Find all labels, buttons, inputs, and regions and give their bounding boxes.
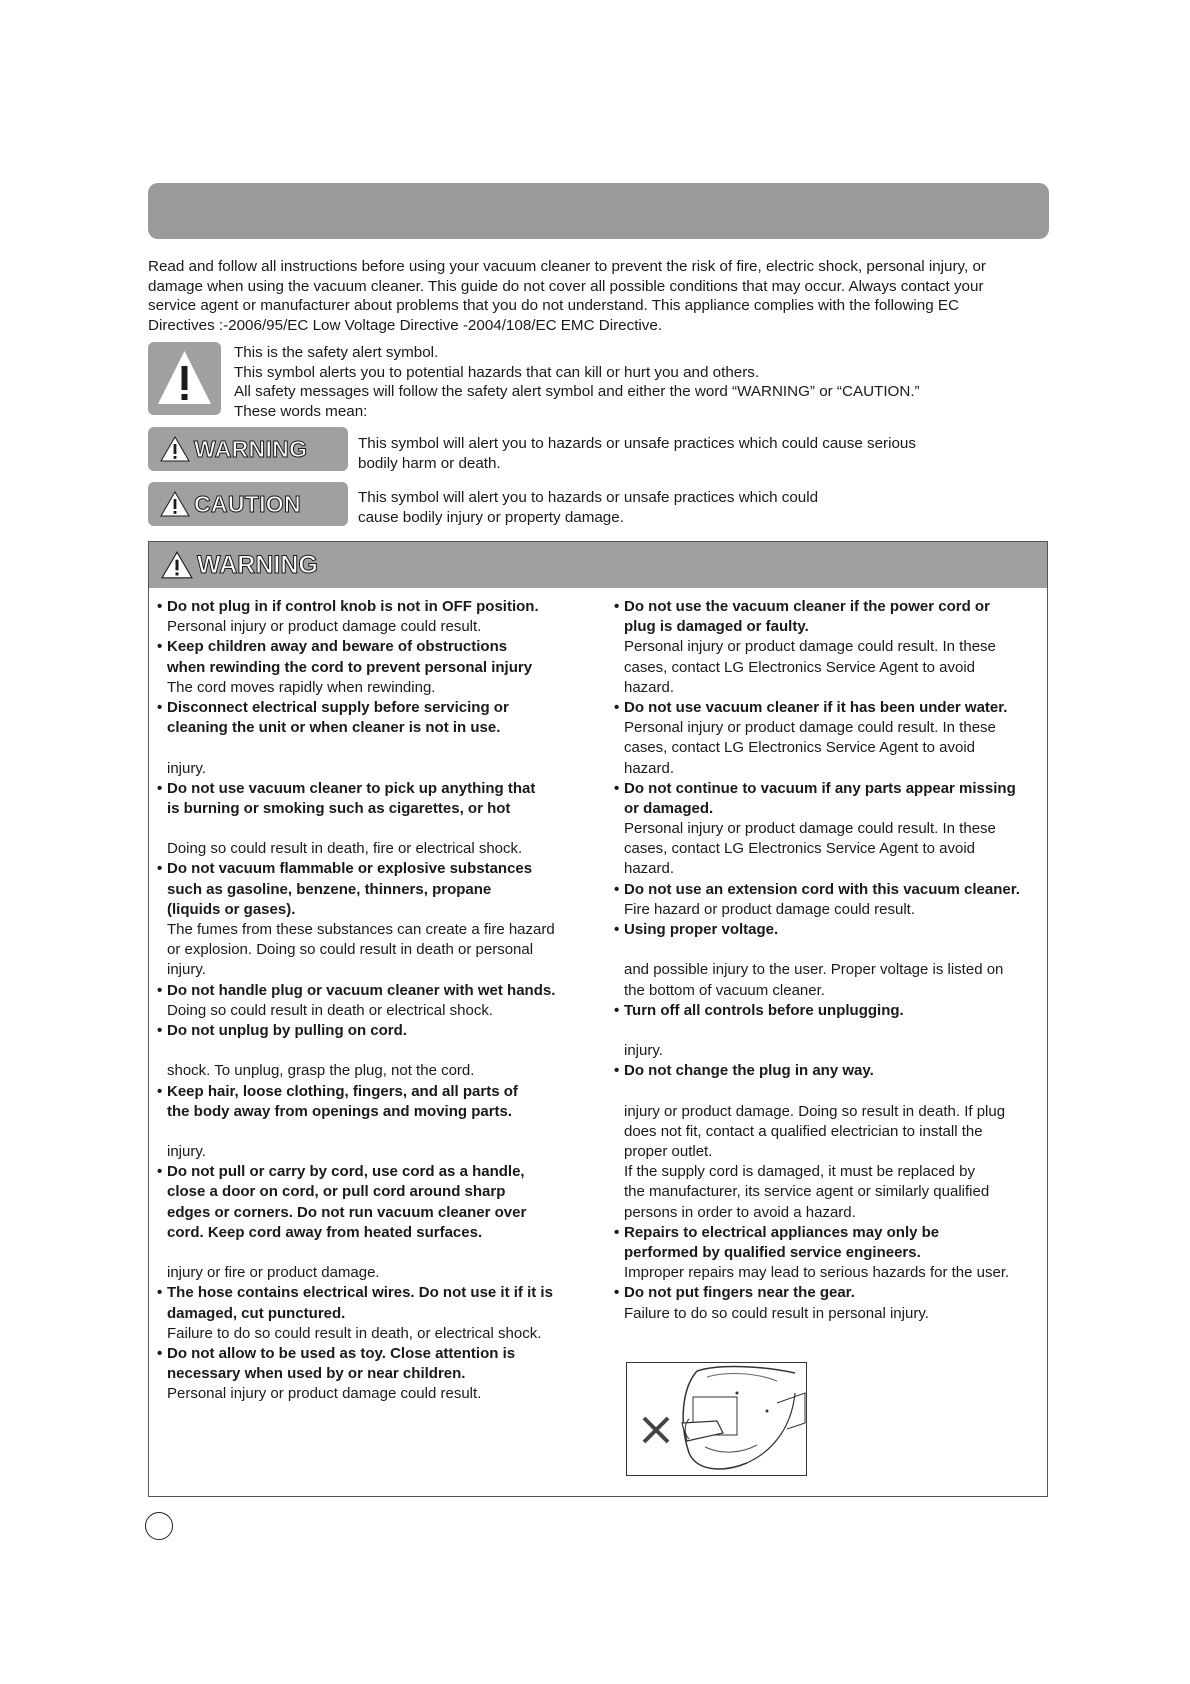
warning-item-title: • Do not unplug by pulling on cord. [157,1021,597,1041]
caution-badge [148,482,348,526]
warning-item-text: Improper repairs may lead to serious hazards for the user. [624,1264,1010,1282]
caution-desc-line: cause bodily injury or property damage. [358,508,624,526]
warning-item-text: Personal injury or product damage could result. In these [624,820,996,838]
warning-item-title: • Using proper voltage. [614,920,1044,940]
warning-item-text: Doing so could result in death, fire or electrical shock. [167,840,523,858]
warning-item-text: proper outlet. [624,1143,713,1161]
warning-item-title: • Do not change the plug in any way. [614,1061,1044,1081]
warning-desc-line: bodily harm or death. [358,454,501,472]
warning-item-text: Fire hazard or product damage could result. [624,900,915,918]
warning-item-text: the manufacturer, its service agent or similarly qualified [624,1183,990,1201]
warning-item-title: • Keep hair, loose clothing, fingers, and all parts of [157,1082,597,1102]
page-number-circle [145,1512,173,1540]
warning-item-title: • Do not use an extension cord with this vacuum cleaner. [614,880,1044,900]
warning-item-text: injury or fire or product damage. [167,1264,380,1282]
warning-item-title: • Do not continue to vacuum if any parts appear missing [614,779,1044,799]
warning-triangle-icon [160,436,190,462]
warning-item-text: cases, contact LG Electronics Service Agent to avoid [624,739,976,757]
alert-line: All safety messages will follow the safety alert symbol and either the word “WARNING” or “CAUTION.” [234,383,920,401]
warning-section-title: WARNING [197,550,318,579]
warning-item-text: shock. To unplug, grasp the plug, not the cord. [167,1062,475,1080]
warning-item-title: • Do not pull or carry by cord, use cord as a handle, [157,1162,597,1182]
warning-item-title: close a door on cord, or pull cord around sharp [167,1183,506,1201]
warning-badge-description [358,434,916,473]
warning-badge [148,427,348,471]
intro-paragraph [148,257,1048,335]
warning-item-text: Personal injury or product damage could result. [167,618,482,636]
exclamation-icon [148,342,221,415]
warning-item-title: cord. Keep cord away from heated surfaces. [167,1223,483,1241]
safety-alert-symbol [148,342,221,415]
warning-right-column [614,597,1044,1324]
warning-item-text: injury. [167,1143,206,1161]
warning-section-header [149,542,1047,588]
prohibited-x-icon [641,1415,671,1445]
warning-item-title: • Do not use vacuum cleaner if it has been under water. [614,698,1044,718]
warning-item-text: persons in order to avoid a hazard. [624,1203,856,1221]
warning-item-text: If the supply cord is damaged, it must be replaced by [624,1163,976,1181]
warning-item-title: (liquids or gases). [167,900,296,918]
warning-item-text: injury or product damage. Doing so result in death. If plug [624,1102,1006,1120]
warning-item-title: is burning or smoking such as cigarettes, or hot [167,799,511,817]
warning-item-text: Failure to do so could result in personal injury. [624,1304,929,1322]
warning-item-text: does not fit, contact a qualified electrician to install the [624,1122,983,1140]
warning-item-text: Personal injury or product damage could result. [167,1385,482,1403]
caution-badge-label: CAUTION [194,490,301,517]
warning-item-text: Personal injury or product damage could result. In these [624,638,996,656]
alert-line: These words mean: [234,402,368,420]
warning-item-title: • Do not allow to be used as toy. Close attention is [157,1344,597,1364]
warning-item-text: or explosion. Doing so could result in death or personal [167,941,534,959]
warning-item-title: plug is damaged or faulty. [624,618,809,636]
warning-item-title: cleaning the unit or when cleaner is not in use. [167,719,501,737]
warning-item-title: • Do not use the vacuum cleaner if the power cord or [614,597,1044,617]
warning-left-column [157,597,597,1405]
warning-item-title: • Turn off all controls before unplugging. [614,1001,1044,1021]
warning-item-text: hazard. [624,759,675,777]
intro-line: Read and follow all instructions before using your vacuum cleaner to prevent the risk of fire, electric shock, personal injury, or [148,258,986,275]
warning-triangle-icon [161,551,193,579]
alert-line: This is the safety alert symbol. [234,344,439,361]
warning-item-title: • Keep children away and beware of obstructions [157,637,597,657]
intro-line: Directives :-2006/95/EC Low Voltage Directive -2004/108/EC EMC Directive. [148,316,663,334]
warning-item-title: damaged, cut punctured. [167,1304,346,1322]
warning-badge-label: WARNING [194,435,308,462]
warning-item-title: the body away from openings and moving parts. [167,1102,513,1120]
warning-item-text: Personal injury or product damage could result. In these [624,719,996,737]
warning-item-title: • Disconnect electrical supply before servicing or [157,698,597,718]
warning-item-text: hazard. [624,860,675,878]
caution-triangle-icon [160,491,190,517]
warning-item-title: edges or corners. Do not run vacuum cleaner over [167,1203,527,1221]
warning-item-title: • Do not handle plug or vacuum cleaner with wet hands. [157,981,597,1001]
intro-line: service agent or manufacturer about problems that you do not understand. This appliance complies with the following EC [148,297,960,315]
warning-item-text: injury. [624,1042,663,1060]
caution-badge-description [358,488,818,527]
warning-desc-line: This symbol will alert you to hazards or unsafe practices which could cause serious [358,435,916,452]
warning-item-text: Doing so could result in death or electrical shock. [167,1001,494,1019]
section-title-bar [148,183,1049,239]
warning-item-text: injury. [167,759,206,777]
warning-item-text: and possible injury to the user. Proper voltage is listed on [624,961,1004,979]
warning-item-text: cases, contact LG Electronics Service Agent to avoid [624,840,976,858]
warning-item-title: performed by qualified service engineers. [624,1244,921,1261]
warning-item-title: • Do not plug in if control knob is not in OFF position. [157,597,597,617]
warning-item-title: • Repairs to electrical appliances may only be [614,1223,1044,1243]
warning-item-text: cases, contact LG Electronics Service Agent to avoid [624,658,976,676]
warning-item-title: when rewinding the cord to prevent personal injury [167,658,533,676]
warning-item-text: injury. [167,961,206,979]
warning-item-text: The fumes from these substances can create a fire hazard [167,921,555,938]
caution-desc-line: This symbol will alert you to hazards or unsafe practices which could [358,489,819,506]
safety-alert-description [234,343,920,421]
gear-illustration [626,1362,807,1476]
warning-item-text: the bottom of vacuum cleaner. [624,981,825,999]
warning-item-title: necessary when used by or near children. [167,1365,466,1383]
intro-line: damage when using the vacuum cleaner. This guide do not cover all possible conditions that may occur. Always contact your [148,277,984,295]
warning-item-title: • The hose contains electrical wires. Do not use it if it is [157,1283,597,1303]
warning-item-title: • Do not vacuum flammable or explosive substances [157,859,597,879]
warning-item-title: or damaged. [624,799,714,817]
alert-line: This symbol alerts you to potential hazards that can kill or hurt you and others. [234,363,760,381]
warning-item-text: The cord moves rapidly when rewinding. [167,678,436,696]
warning-item-title: • Do not put fingers near the gear. [614,1283,1044,1303]
warning-item-text: hazard. [624,678,675,696]
warning-item-title: • Do not use vacuum cleaner to pick up anything that [157,779,597,799]
warning-item-title: such as gasoline, benzene, thinners, propane [167,880,492,898]
warning-item-text: Failure to do so could result in death, or electrical shock. [167,1324,542,1342]
